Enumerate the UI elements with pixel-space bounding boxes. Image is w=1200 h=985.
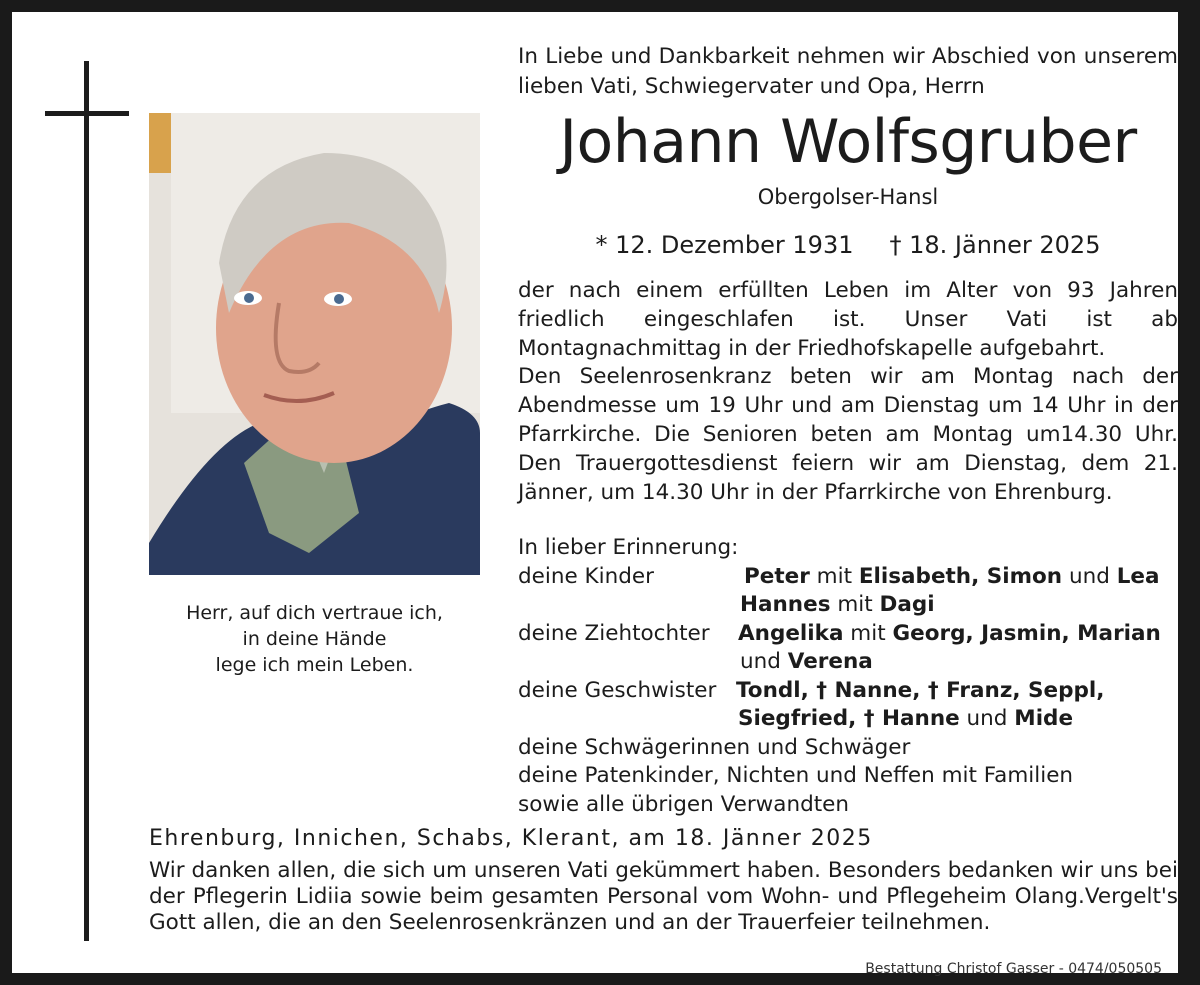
- mourner-group-label: deine Patenkinder, Nichten und Neffen mit Familien: [518, 763, 1074, 788]
- memory-heading: In lieber Erinnerung:: [518, 535, 739, 560]
- intro-text: In Liebe und Dankbarkeit nehmen wir Abschied von unserem lieben Vati, Schwiegervater und Opa, Herrn: [518, 44, 1178, 99]
- paragraph: Den Seelenrosenkranz beten wir am Montag nach der Abendmesse um 19 Uhr und am Dienstag um 14 Uhr in der Pfarrkirche. Die Senioren beten am Montag um14.30 Uhr. Den Trauergottesdienst feiern wir am Dienstag, dem 21. Jänner, um 14.30 Uhr in der Pfarrkirche von Ehrenburg.: [518, 364, 1178, 505]
- mourner-names: und Verena: [740, 649, 873, 674]
- obituary-notice: [12, 12, 1178, 977]
- mourner-group-label: deine Ziehtochter: [518, 620, 710, 646]
- mourners-list: [518, 534, 1178, 819]
- mourner-group-label: deine Kinder: [518, 563, 654, 589]
- cross-icon-horizontal-beam: [45, 111, 129, 116]
- mourner-names: Hannes mit Dagi: [740, 592, 935, 617]
- quote-line: in deine Hände: [242, 628, 387, 650]
- bible-quote: [149, 600, 480, 678]
- undertaker-contact: Bestattung Christof Gasser - 0474/050505: [865, 961, 1162, 977]
- cross-icon-vertical-beam: [84, 61, 89, 941]
- quote-line: lege ich mein Leben.: [215, 654, 414, 676]
- death-date: † 18. Jänner 2025: [889, 231, 1101, 259]
- announcement-body: [518, 277, 1178, 507]
- mourner-names: Angelika mit Georg, Jasmin, Marian: [738, 620, 1161, 646]
- mourner-group-label: deine Geschwister: [518, 677, 717, 703]
- portrait-photo: [149, 113, 480, 575]
- paragraph: der nach einem erfüllten Leben im Alter von 93 Jahren friedlich eingeschlafen ist. Unser Vati ist ab Montagnachmittag in der Friedhofskapelle aufgebahrt.: [518, 278, 1178, 361]
- mourner-names: Siegfried, † Hanne und Mide: [738, 706, 1074, 731]
- deceased-name: Johann Wolfsgruber: [559, 107, 1137, 177]
- mourner-group-label: sowie alle übrigen Verwandten: [518, 791, 850, 817]
- quote-line: Herr, auf dich vertraue ich,: [186, 602, 443, 624]
- birth-date: * 12. Dezember 1931: [595, 231, 854, 259]
- deceased-nickname: Obergolser-Hansl: [757, 185, 939, 209]
- mourner-names: Peter mit Elisabeth, Simon und Lea: [744, 563, 1160, 589]
- place-and-date: Ehrenburg, Innichen, Schabs, Klerant, am 18. Jänner 2025: [149, 826, 873, 851]
- life-dates: [518, 228, 1178, 262]
- mourner-group-label: deine Schwägerinnen und Schwäger: [518, 734, 911, 760]
- mourner-names: Tondl, † Nanne, † Franz, Seppl,: [736, 677, 1105, 703]
- thanks-text: Wir danken allen, die sich um unseren Vati gekümmert haben. Besonders bedanken wir uns bei der Pflegerin Lidiia sowie beim gesamten Personal vom Wohn- und Pflegeheim Olang.Vergelt's Gott allen, die an den Seelenrosenkränzen und an der Trauerfeier teilnehmen.: [149, 858, 1178, 935]
